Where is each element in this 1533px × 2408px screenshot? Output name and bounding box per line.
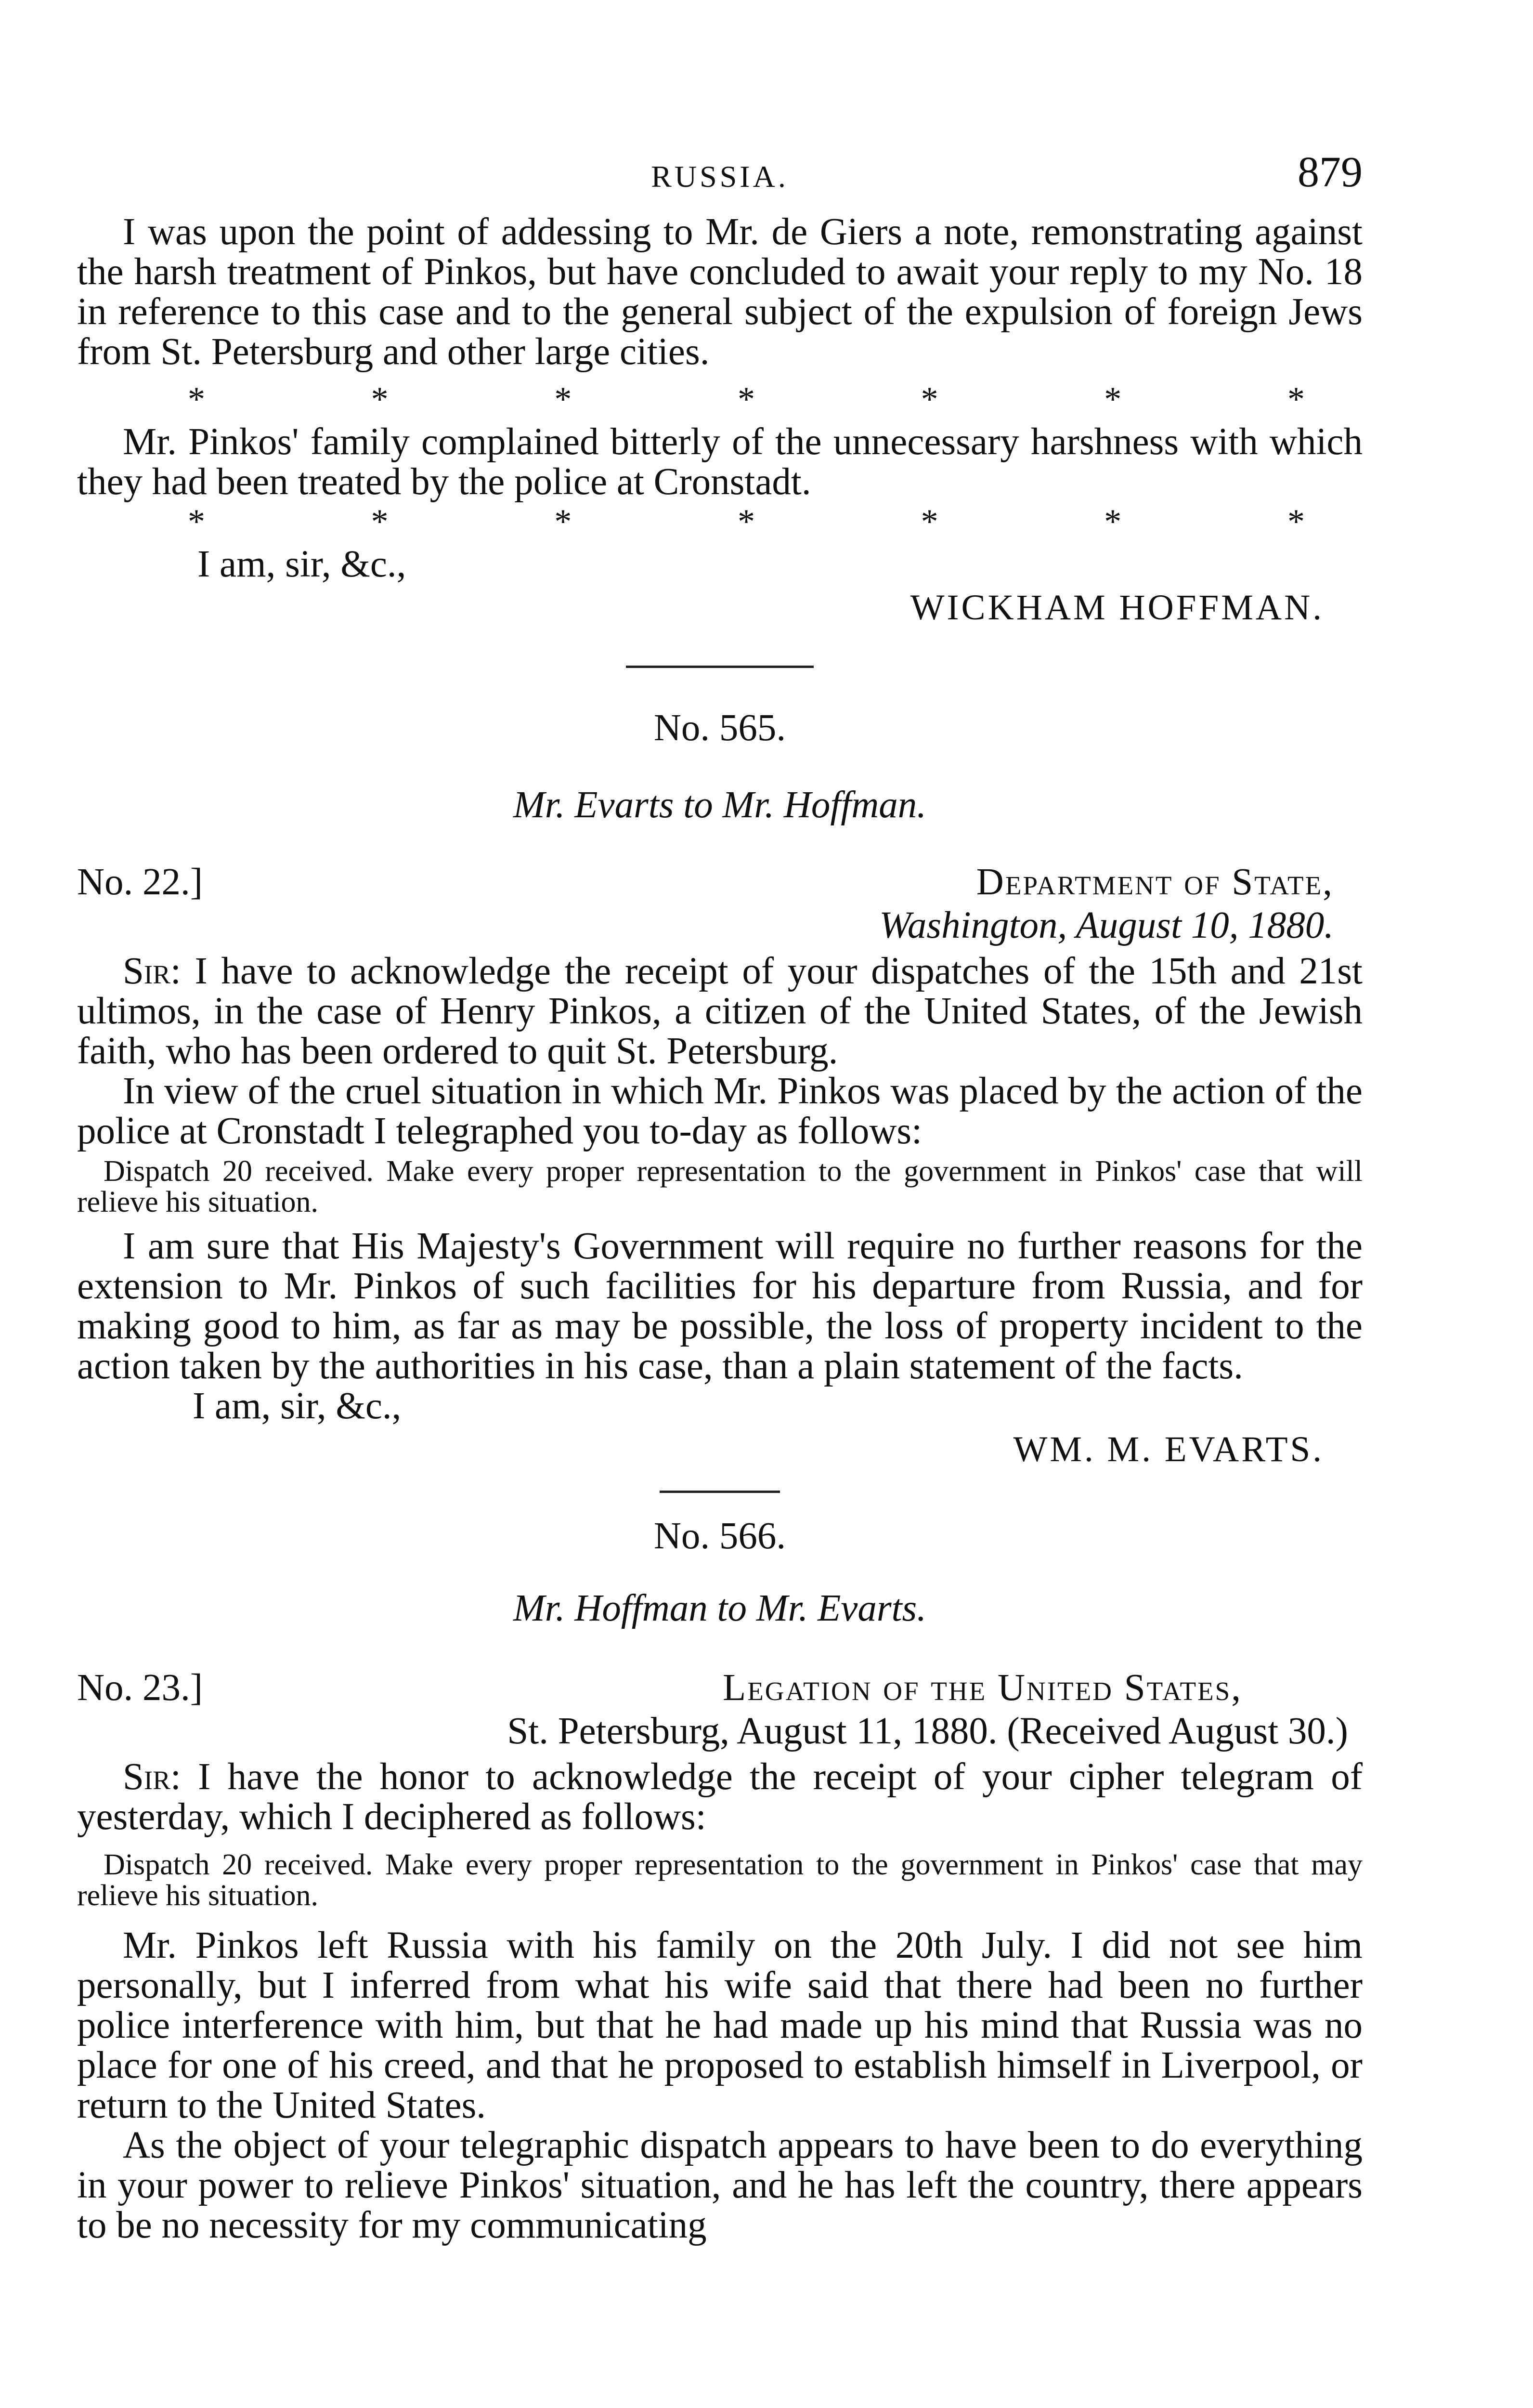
salutation: Sir:: [123, 1756, 181, 1798]
omission-stars: [77, 380, 1363, 419]
telegram-quote: Dispatch 20 received. Make every proper representation to the government in Pinkos' case that may relieve his situation.: [77, 1848, 1363, 1912]
dateline-text: Washington, August 10, 1880.: [879, 904, 1334, 946]
dateline: St. Petersburg, August 11, 1880. (Received August 30.): [507, 1710, 1348, 1752]
omission-star: *: [554, 502, 572, 541]
document-title: Mr. Hoffman to Mr. Evarts.: [513, 1587, 927, 1629]
omission-star: *: [921, 502, 938, 541]
omission-star: *: [554, 380, 572, 419]
letter-closing: I am, sir, &c.,: [197, 543, 406, 585]
document-number: No. 565.: [653, 707, 786, 749]
omission-star: *: [1104, 502, 1122, 541]
letter-paragraph: In view of the cruel situation in which Mr. Pinkos was placed by the action of the police at Cronstadt I telegraphed you to-day as follows:: [77, 1070, 1363, 1152]
letter-signature: WM. M. EVARTS.: [1013, 1429, 1324, 1469]
document-number: No. 566.: [653, 1515, 786, 1557]
telegram-quote: Dispatch 20 received. Make every proper representation to the government in Pinkos' case that will relieve his situation.: [77, 1155, 1363, 1218]
paragraph-text: I have the honor to acknowledge the receipt of your cipher telegram of yesterday, which I deciphered as follows:: [77, 1756, 1363, 1838]
letter-paragraph: [77, 951, 1363, 1071]
letter-paragraph: I was upon the point of addessing to Mr. de Giers a note, remonstrating against the harsh treatment of Pinkos, but have concluded to await your reply to my No. 18 in reference to this case and to the general subject of the expulsion of foreign Jews from St. Petersburg and other large cities.: [77, 211, 1363, 373]
omission-stars: [77, 502, 1363, 541]
section-divider: [626, 666, 814, 668]
letter-paragraph: I am sure that His Majesty's Government will require no further reasons for the extension to Mr. Pinkos of such facilities for his departure from Russia, and for making good to him, as far as may be possible, the loss of property incident to the action taken by the authorities in his case, than a plain statement of the facts.: [77, 1225, 1363, 1387]
letter-closing: I am, sir, &c.,: [193, 1385, 402, 1427]
section-divider: [660, 1491, 780, 1493]
omission-star: *: [1287, 380, 1305, 419]
omission-star: *: [371, 380, 389, 419]
omission-star: *: [188, 502, 205, 541]
page-header: [77, 140, 1363, 212]
dispatch-reference: No. 23.]: [77, 1667, 203, 1709]
document-headline: [77, 861, 1363, 904]
omission-star: *: [1287, 502, 1305, 541]
dateline: [77, 904, 1363, 947]
document-headline: [77, 1666, 1363, 1710]
omission-star: *: [921, 380, 938, 419]
omission-star: *: [371, 502, 389, 541]
omission-star: *: [737, 380, 755, 419]
page-number: 879: [1298, 148, 1363, 196]
omission-star: *: [737, 502, 755, 541]
paragraph-text: I have to acknowledge the receipt of your dispatches of the 15th and 21st ultimos, in the case of Henry Pinkos, a citizen of the United States, of the Jewish faith, who has been ordered to quit St. Petersburg.: [77, 950, 1363, 1072]
sender-office: Department of State,: [976, 861, 1334, 903]
document-title: Mr. Evarts to Mr. Hoffman.: [513, 784, 927, 826]
letter-paragraph: [77, 1757, 1363, 1837]
dispatch-reference: No. 22.]: [77, 861, 203, 903]
letter-paragraph: As the object of your telegraphic dispatch appears to have been to do everything in your power to relieve Pinkos' situation, and he has left the country, there appears to be no necessity for my communicating: [77, 2124, 1363, 2246]
omission-star: *: [1104, 380, 1122, 419]
omission-star: *: [188, 380, 205, 419]
sender-office: Legation of the United States,: [722, 1667, 1242, 1709]
salutation: Sir:: [123, 950, 181, 992]
letter-paragraph: Mr. Pinkos' family complained bitterly of the unnecessary harshness with which they had been treated by the police at Cronstadt.: [77, 421, 1363, 503]
letter-paragraph: Mr. Pinkos left Russia with his family on the 20th July. I did not see him personally, but I inferred from what his wife said that there had been no further police interference with him, but that he had made up his mind that Russia was no place for one of his creed, and that he proposed to establish himself in Liverpool, or return to the United States.: [77, 1924, 1363, 2126]
running-head: RUSSIA.: [651, 159, 789, 194]
letter-signature: WICKHAM HOFFMAN.: [910, 588, 1324, 628]
document-page: [77, 140, 1363, 2245]
